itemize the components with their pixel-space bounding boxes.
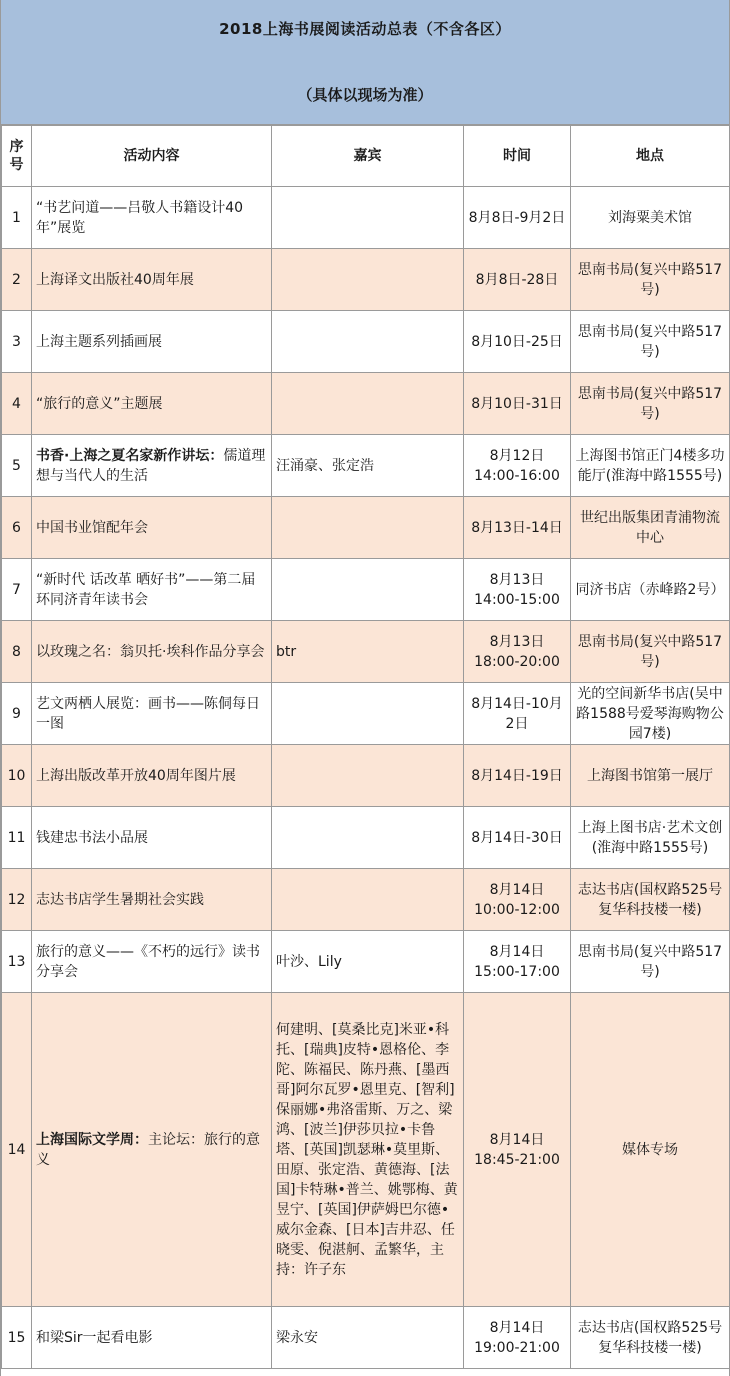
activity-text: 上海主题系列插画展: [36, 333, 162, 350]
time-cell: 8月10日-25日: [464, 311, 571, 373]
column-header-no-line1: 序: [9, 139, 24, 155]
row-number: 6: [2, 497, 32, 559]
activity-cell: [32, 683, 272, 745]
activity-text: 儒道理想与当代人的生活: [36, 447, 266, 484]
location-cell: 志达书店(国权路525号复华科技楼一楼): [571, 1307, 730, 1369]
time-cell: 8月14日-10月2日: [464, 683, 571, 745]
table-row: [2, 187, 730, 249]
activity-cell: [32, 621, 272, 683]
column-header-time: 时间: [464, 126, 571, 187]
activity-bold-text: 上海国际文学周：: [36, 1131, 148, 1148]
column-header-activity: 活动内容: [32, 126, 272, 187]
time-cell: 8月13日-14日: [464, 497, 571, 559]
row-number: 9: [2, 683, 32, 745]
page-title: 2018上海书展阅读活动总表（不含各区）: [219, 20, 511, 38]
location-cell: 志达书店(国权路525号复华科技楼一楼): [571, 869, 730, 931]
table-row: [2, 249, 730, 311]
table-row: [2, 559, 730, 621]
table-row: [2, 497, 730, 559]
table-header-banner: [1, 0, 729, 125]
row-number: 7: [2, 559, 32, 621]
table-row: [2, 993, 730, 1307]
table-row: [2, 435, 730, 497]
guest-cell: 汪涌豪、张定浩: [272, 435, 464, 497]
table-row: [2, 373, 730, 435]
row-number: 5: [2, 435, 32, 497]
activity-cell: [32, 373, 272, 435]
activity-cell: [32, 311, 272, 373]
location-cell: 思南书局(复兴中路517号): [571, 249, 730, 311]
column-header-guest: 嘉宾: [272, 126, 464, 187]
time-cell: 8月14日 19:00-21:00: [464, 1307, 571, 1369]
row-number: 12: [2, 869, 32, 931]
activity-text: 以玫瑰之名：翁贝托·埃科作品分享会: [36, 643, 265, 660]
table-row: [2, 621, 730, 683]
activity-text: 中国书业馆配年会: [36, 519, 148, 536]
guest-cell: 叶沙、Lily: [272, 931, 464, 993]
activity-text: 上海译文出版社40周年展: [36, 271, 194, 288]
time-cell: 8月14日 15:00-17:00: [464, 931, 571, 993]
time-cell: 8月14日-19日: [464, 745, 571, 807]
page-subtitle: （具体以现场为准）: [297, 86, 433, 104]
row-number: 14: [2, 993, 32, 1307]
activity-cell: [32, 497, 272, 559]
row-number: 1: [2, 187, 32, 249]
activity-text: 上海出版改革开放40周年图片展: [36, 767, 236, 784]
activity-cell: [32, 249, 272, 311]
table-row: [2, 1307, 730, 1369]
location-cell: 世纪出版集团青浦物流中心: [571, 497, 730, 559]
activity-text: 和梁Sir一起看电影: [36, 1329, 153, 1346]
column-header-no: [2, 126, 32, 187]
row-number: 13: [2, 931, 32, 993]
table-row: [2, 745, 730, 807]
location-cell: 光的空间新华书店(吴中路1588号爱琴海购物公园7楼): [571, 683, 730, 745]
time-cell: 8月14日 18:45-21:00: [464, 993, 571, 1307]
activity-cell: [32, 1307, 272, 1369]
time-cell: 8月14日-30日: [464, 807, 571, 869]
table-row: [2, 683, 730, 745]
location-cell: 思南书局(复兴中路517号): [571, 621, 730, 683]
guest-cell: [272, 311, 464, 373]
activity-text: “书艺问道——吕敬人书籍设计40年”展览: [36, 199, 244, 236]
table-body: [2, 187, 730, 1369]
guest-cell: [272, 497, 464, 559]
activity-cell: [32, 869, 272, 931]
row-number: 3: [2, 311, 32, 373]
row-number: 10: [2, 745, 32, 807]
activity-text: 旅行的意义——《不朽的远行》读书分享会: [36, 943, 260, 980]
activity-cell: [32, 435, 272, 497]
row-number: 4: [2, 373, 32, 435]
activity-cell: [32, 807, 272, 869]
column-header-no-line2: 号: [9, 157, 24, 173]
guest-cell: [272, 683, 464, 745]
row-number: 15: [2, 1307, 32, 1369]
location-cell: 思南书局(复兴中路517号): [571, 931, 730, 993]
time-cell: 8月14日 10:00-12:00: [464, 869, 571, 931]
guest-cell: [272, 373, 464, 435]
guest-cell: [272, 559, 464, 621]
time-cell: 8月8日-28日: [464, 249, 571, 311]
column-header-row: [2, 126, 730, 187]
location-cell: 思南书局(复兴中路517号): [571, 373, 730, 435]
table-row: [2, 869, 730, 931]
row-number: 2: [2, 249, 32, 311]
location-cell: 上海上图书店·艺术文创(淮海中路1555号): [571, 807, 730, 869]
activity-cell: [32, 745, 272, 807]
time-cell: 8月13日 14:00-15:00: [464, 559, 571, 621]
activity-bold-text: 书香·上海之夏名家新作讲坛：: [36, 447, 224, 464]
activity-cell: [32, 187, 272, 249]
activity-cell: [32, 993, 272, 1307]
guest-cell: btr: [272, 621, 464, 683]
table-row: [2, 311, 730, 373]
location-cell: 媒体专场: [571, 993, 730, 1307]
activity-text: 主论坛：旅行的意义: [36, 1131, 260, 1168]
activity-text: “新时代 话改革 晒好书”——第二届环同济青年读书会: [36, 571, 256, 608]
location-cell: 上海图书馆正门4楼多功能厅(淮海中路1555号): [571, 435, 730, 497]
table-row: [2, 807, 730, 869]
column-header-location: 地点: [571, 126, 730, 187]
row-number: 11: [2, 807, 32, 869]
activity-text: 艺文两栖人展览：画书——陈侗每日一图: [36, 695, 260, 732]
location-cell: 同济书店（赤峰路2号）: [571, 559, 730, 621]
activity-text: “旅行的意义”主题展: [36, 395, 163, 412]
time-cell: 8月10日-31日: [464, 373, 571, 435]
location-cell: 思南书局(复兴中路517号): [571, 311, 730, 373]
time-cell: 8月8日-9月2日: [464, 187, 571, 249]
guest-cell: [272, 745, 464, 807]
guest-cell: [272, 187, 464, 249]
activity-text: 志达书店学生暑期社会实践: [36, 891, 204, 908]
guest-cell: [272, 249, 464, 311]
guest-cell: [272, 807, 464, 869]
activity-table: [1, 125, 730, 1369]
time-cell: 8月13日 18:00-20:00: [464, 621, 571, 683]
guest-cell: 何建明、[莫桑比克]米亚•科托、[瑞典]皮特•恩格伦、李陀、陈福民、陈丹燕、[墨西哥]阿尔瓦罗•恩里克、[智利]保丽娜•弗洛雷斯、万之、梁鸿、[波兰]伊莎贝拉•卡鲁塔、[英国]凯瑟琳•莫里斯、田原、张定浩、黄德海、[法国]卡特琳•普兰、姚鄂梅、黄昱宁、[英国]伊萨姆巴尔德•威尔金森、[日本]吉井忍、任晓雯、倪湛舸、孟繁华，主持：许子东: [272, 993, 464, 1307]
guest-cell: [272, 869, 464, 931]
table-row: [2, 931, 730, 993]
time-cell: 8月12日 14:00-16:00: [464, 435, 571, 497]
guest-cell: 梁永安: [272, 1307, 464, 1369]
activity-cell: [32, 931, 272, 993]
location-cell: 刘海粟美术馆: [571, 187, 730, 249]
activity-text: 钱建忠书法小品展: [36, 829, 148, 846]
row-number: 8: [2, 621, 32, 683]
activity-cell: [32, 559, 272, 621]
location-cell: 上海图书馆第一展厅: [571, 745, 730, 807]
